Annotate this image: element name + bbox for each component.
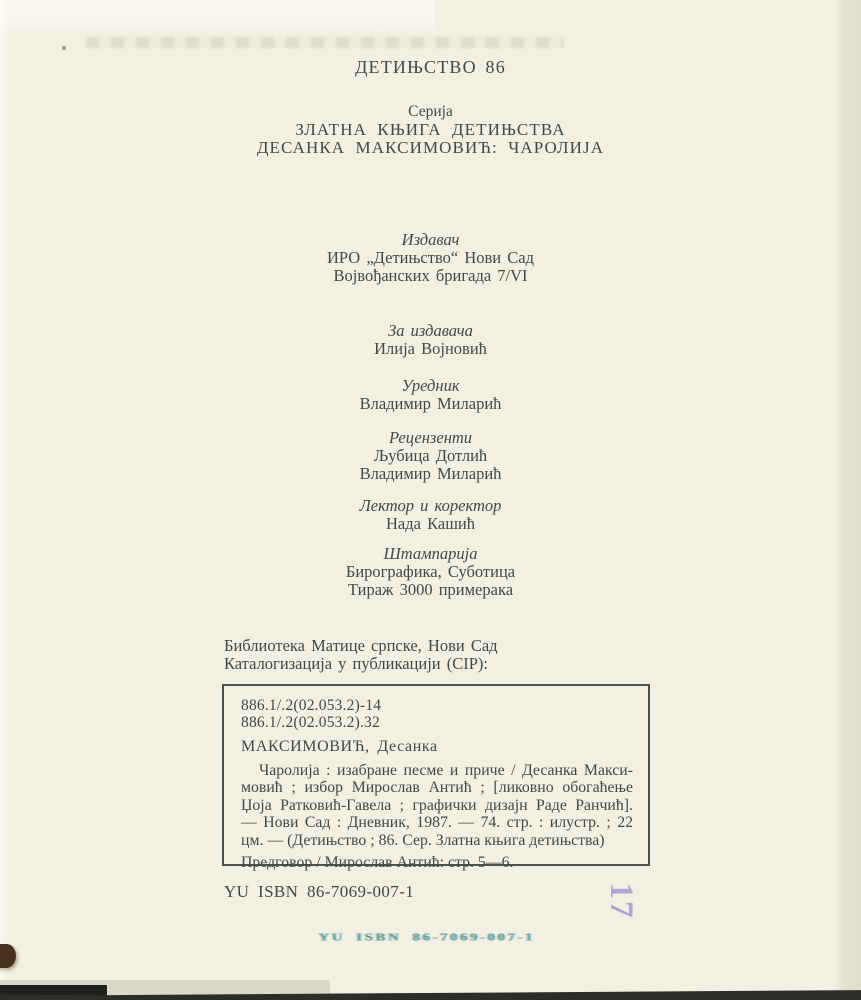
series-name: ЗЛАТНА КЊИГА ДЕТИЊСТВА	[295, 120, 566, 139]
credit-role-label: Штампарија	[383, 544, 478, 563]
isbn-text: YU ISBN 86-7069-007-1	[224, 882, 415, 901]
credit-role-label: За издавача	[388, 321, 473, 340]
credit-names	[0, 515, 861, 533]
credit-names	[0, 563, 861, 599]
credit-editor	[0, 377, 861, 413]
credit-name: Илија Војновић	[374, 339, 487, 358]
credit-names	[0, 249, 861, 285]
cip-intro-lines	[224, 637, 498, 673]
credit-role-label: Рецензенти	[388, 428, 473, 447]
credit-name: Нада Кашић	[386, 514, 475, 533]
credit-name: Владимир Миларић	[359, 394, 502, 413]
cip-description-line: мовић ; избор Мирослав Антић ; [ликовно обогаћење	[241, 779, 633, 797]
credit-publisher	[0, 231, 861, 285]
cip-preface-note: Предговор / Мирослав Антић: стр. 5—6.	[241, 854, 514, 872]
series-label: Серија	[408, 103, 453, 120]
ink-speck	[62, 46, 66, 50]
series-block	[0, 103, 861, 157]
credit-name: ИРО „Детињство“ Нови Сад	[327, 248, 534, 267]
scan-dark-blob	[0, 944, 16, 968]
bleed-through-top-text	[86, 37, 564, 48]
credit-name: Бирографика, Суботица	[345, 562, 516, 581]
credit-reviewers	[0, 429, 861, 483]
credit-role-label: Издавач	[401, 230, 460, 249]
credit-name: Тираж 3000 примерака	[347, 580, 514, 599]
bleed-through-isbn-text: YU ISBN 86-7069-007-1	[318, 932, 535, 944]
cip-description-line: Чаролија : изабране песме и приче / Десанка Макси-	[259, 762, 633, 779]
cip-intro-line: Каталогизација у публикацији (CIP):	[224, 654, 489, 673]
cip-record-box	[222, 684, 650, 872]
credit-names	[0, 395, 861, 413]
cip-intro-line: Библиотека Матице српске, Нови Сад	[224, 636, 498, 655]
udc-codes	[241, 697, 631, 731]
book-series-title: ДЕТИЊСТВО 86	[355, 57, 506, 77]
cip-description-line: Џоја Ратковић-Гавела ; графички дизајн Раде Ранчић].	[241, 796, 633, 814]
book-author-and-title: ДЕСАНКА МАКСИМОВИЋ: ЧАРОЛИЈА	[256, 138, 605, 157]
cip-author-heading: МАКСИМОВИЋ, Десанка	[241, 738, 438, 755]
credit-role-label: Лектор и коректор	[359, 496, 502, 515]
handwritten-page-number: 17	[603, 882, 639, 920]
credit-for-publisher	[0, 322, 861, 358]
udc-code: 886.1/.2(02.053.2).32	[241, 714, 380, 731]
cip-description-line: — Нови Сад : Дневник, 1987. — 74. стр. : илустр. ; 22	[241, 814, 633, 832]
udc-code: 886.1/.2(02.053.2)-14	[241, 697, 382, 714]
credit-proofreader	[0, 497, 861, 533]
credit-name: Владимир Миларић	[359, 464, 502, 483]
page-corner-highlight	[0, 0, 435, 36]
credit-printer	[0, 545, 861, 599]
cip-description-line: цм. — (Детињство ; 86. Сер. Златна књига детињства)	[241, 831, 605, 849]
credit-names	[0, 340, 861, 358]
credit-names	[0, 447, 861, 483]
credit-role-label: Уредник	[401, 376, 460, 395]
credit-name: Љубица Дотлић	[373, 446, 488, 465]
credit-name: Војвођанских бригада 7/VI	[333, 266, 528, 285]
cip-description	[241, 762, 633, 849]
cip-intro	[224, 637, 498, 673]
